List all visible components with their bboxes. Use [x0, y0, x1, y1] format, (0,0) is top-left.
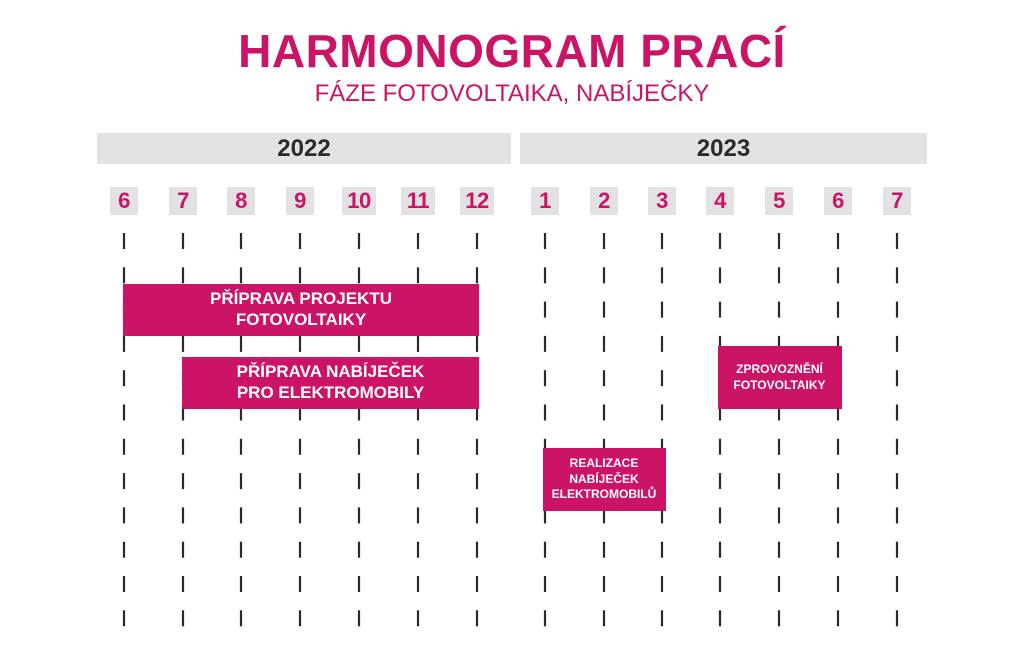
month-label-2022-9: 9 [286, 187, 314, 215]
month-label-2022-8: 8 [227, 187, 255, 215]
month-label-2023-1: 1 [531, 187, 559, 215]
task-bar-1 [123, 284, 479, 336]
month-label-2023-2: 2 [590, 187, 618, 215]
month-label-2023-6: 6 [824, 187, 852, 215]
month-label-2023-3: 3 [648, 187, 676, 215]
month-label-2023-4: 4 [706, 187, 734, 215]
task-bar-4 [543, 448, 666, 511]
month-label-2023-5: 5 [765, 187, 793, 215]
month-label-2022-6: 6 [110, 187, 138, 215]
task-label-1: PŘÍPRAVA PROJEKTU FOTOVOLTAIKY [210, 289, 392, 329]
month-label-2022-11: 11 [401, 187, 435, 215]
page-subtitle: FÁZE FOTOVOLTAIKA, NABÍJEČKY [314, 80, 710, 107]
task-bar-3 [718, 346, 842, 409]
month-label-2022-12: 12 [460, 187, 494, 215]
task-bar-2 [182, 357, 479, 409]
task-label-2: PŘÍPRAVA NABÍJEČEK PRO ELEKTROMOBILY [236, 362, 425, 402]
month-label-2022-7: 7 [169, 187, 197, 215]
year-header-2023: 2023 [520, 133, 927, 164]
year-header-2022: 2022 [97, 133, 511, 164]
month-label-2022-10: 10 [342, 187, 376, 215]
month-label-2023-7: 7 [883, 187, 911, 215]
page-title: HARMONOGRAM PRACÍ [238, 25, 786, 77]
task-label-3: ZPROVOZNĚNÍ FOTOVOLTAIKY [733, 362, 826, 392]
task-label-4: REALIZACE NABÍJEČEK ELEKTROMOBILŮ [551, 456, 657, 502]
